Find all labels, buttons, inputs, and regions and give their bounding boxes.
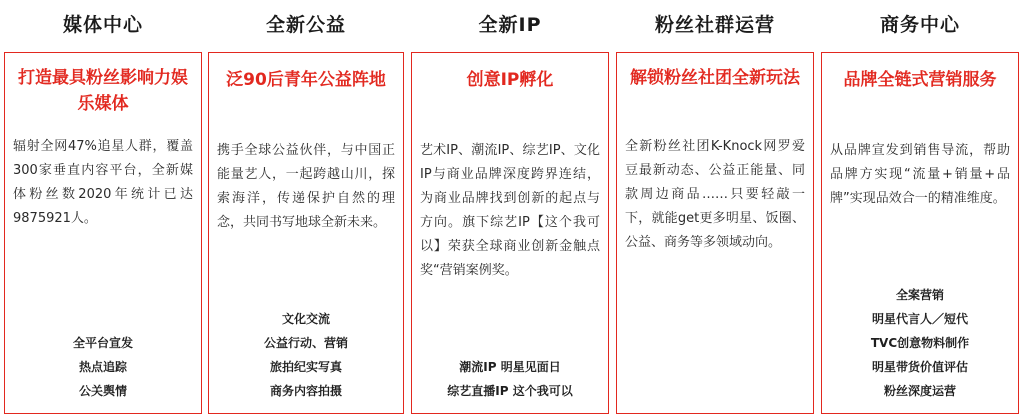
card-body: 从品牌宣发到销售导流，帮助品牌方实现“流量+销量+品牌”实现品效合一的精准维度。 bbox=[830, 143, 1010, 206]
card bbox=[616, 52, 814, 414]
card bbox=[411, 52, 609, 414]
list-item: 公关舆情 bbox=[78, 384, 127, 398]
list-item: 明星代言人／短代 bbox=[871, 312, 968, 326]
card-list bbox=[9, 331, 197, 403]
list-item: 旅拍纪实写真 bbox=[269, 360, 342, 374]
column-title: 全新IP bbox=[478, 14, 542, 36]
list-item: 潮流IP 明星见面日 bbox=[459, 360, 561, 374]
card-list bbox=[416, 355, 604, 403]
list-item: 公益行动、营销 bbox=[263, 336, 348, 350]
card-headline: 解锁粉丝社团全新玩法 bbox=[630, 68, 800, 88]
list-item: 粉丝深度运营 bbox=[883, 384, 956, 398]
card-list bbox=[826, 283, 1014, 403]
card-headline: 创意IP孵化 bbox=[466, 70, 554, 90]
list-item: 文化交流 bbox=[281, 312, 330, 326]
card bbox=[821, 52, 1019, 414]
card-headline: 品牌全链式营销服务 bbox=[843, 70, 997, 90]
list-item: 明星带货价值评估 bbox=[871, 360, 968, 374]
column-title: 商务中心 bbox=[879, 14, 960, 36]
column-fan-community bbox=[616, 0, 814, 420]
card-list bbox=[213, 307, 399, 403]
column-title: 媒体中心 bbox=[62, 14, 143, 36]
column-business-center bbox=[821, 0, 1019, 420]
column-title: 粉丝社群运营 bbox=[654, 14, 775, 36]
list-item: 热点追踪 bbox=[78, 360, 127, 374]
list-item: 全案营销 bbox=[895, 288, 944, 302]
card-body: 全新粉丝社团K-Knock网罗爱豆最新动态、公益正能量、同款周边商品……只要轻敲一下，就能get更多明星、饭圈、公益、商务等多领域动向。 bbox=[625, 139, 805, 250]
list-item: 商务内容拍摄 bbox=[269, 384, 342, 398]
list-item: 综艺直播IP 这个我可以 bbox=[447, 384, 573, 398]
list-item: 全平台宣发 bbox=[72, 336, 133, 350]
column-media-center bbox=[4, 0, 202, 420]
column-new-ip bbox=[411, 0, 609, 420]
card-headline: 泛90后青年公益阵地 bbox=[226, 70, 386, 90]
column-public-welfare bbox=[208, 0, 404, 420]
column-title: 全新公益 bbox=[265, 14, 346, 36]
card bbox=[4, 52, 202, 414]
card-body: 携手全球公益伙伴，与中国正能量艺人，一起跨越山川，探索海洋，传递保护自然的理念，共同书写地球全新未来。 bbox=[217, 143, 395, 230]
card-body: 辐射全网47%追星人群，覆盖300家垂直内容平台，全新媒体粉丝数2020年统计已达9875921人。 bbox=[13, 139, 193, 226]
card bbox=[208, 52, 404, 414]
list-item: TVC创意物料制作 bbox=[870, 336, 970, 350]
card-body: 艺术IP、潮流IP、综艺IP、文化IP与商业品牌深度跨界连结，为商业品牌找到创新的起点与方向。旗下综艺IP【这个我可以】荣获全球商业创新金触点奖“营销案例奖。 bbox=[420, 143, 600, 278]
card-headline: 打造最具粉丝影响力娱乐媒体 bbox=[18, 68, 188, 114]
